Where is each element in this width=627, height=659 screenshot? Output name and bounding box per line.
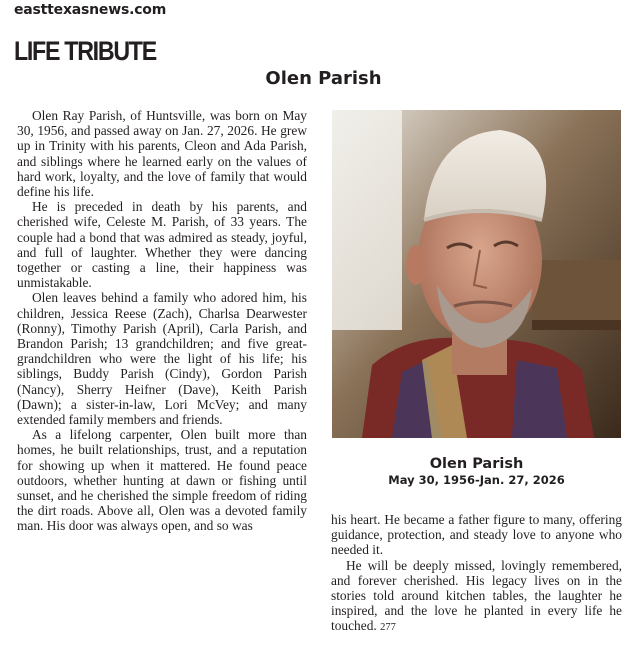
paragraph-survivors: Olen leaves behind a family who adored him, his children, Jessica Reese (Zach), Charlsa Dearwester (Ronny), Timothy Parish (April), Carla Parish, and Brandon Parish; 13 grandchildren; and five great-grandchildren who were the light of his life; his siblings, Buddy Parish (Cindy), Gordon Parish (Nancy), Sherry Heifner (Dave), Keith Parish (Dawn); a sister-in-law, Lori McVey; and many extended family members and friends. <box>17 290 307 428</box>
site-name: easttexasnews.com <box>14 2 167 18</box>
caption-dates: May 30, 1956-Jan. 27, 2026 <box>388 473 565 487</box>
article-column-left <box>17 108 307 534</box>
headline: Olen Parish <box>265 68 382 89</box>
paragraph-carpenter: As a lifelong carpenter, Olen built more than homes, he built relationships, trust, and a reputation for showing up when it mattered. He found peace outdoors, whether hunting at dawn or fishing until sunset, and he cherished the simple freedom of riding the dirt roads. Above all, Olen was a devoted family man. His door was always open, and so was <box>17 427 307 534</box>
paragraph-preceded: He is preceded in death by his parents, and cherished wife, Celeste M. Parish, of 33 years. The couple had a bond that was admired as steady, joyful, and full of laughter. Whether they were dancing together or casting a line, their happiness was unmistakable. <box>17 199 307 291</box>
photo-caption <box>332 455 621 488</box>
portrait-photo <box>332 110 621 438</box>
caption-name: Olen Parish <box>429 456 524 472</box>
paragraph-birth: Olen Ray Parish, of Huntsville, was born on May 30, 1956, and passed away on Jan. 27, 2026. He grew up in Trinity with his parents, Cleon and Ada Parish, and siblings where he learned early on the values of hard work, loyalty, and the love of family that would define his life. <box>17 108 307 200</box>
legacy-text: He will be deeply missed, lovingly remembered, and forever cherished. His legacy lives on in the stories told around kitchen tables, the laughter he inspired, and the love he planted in every life he touched. <box>331 557 622 634</box>
portrait-image <box>332 110 621 438</box>
section-title: LIFE TRIBUTE <box>14 36 156 66</box>
article-column-right <box>331 512 622 636</box>
paragraph-carpenter-continued: his heart. He became a father figure to many, offering guidance, protection, and steady love to anyone who needed it. <box>331 512 622 558</box>
paragraph-legacy <box>331 558 622 636</box>
ad-id: 277 <box>380 622 396 634</box>
